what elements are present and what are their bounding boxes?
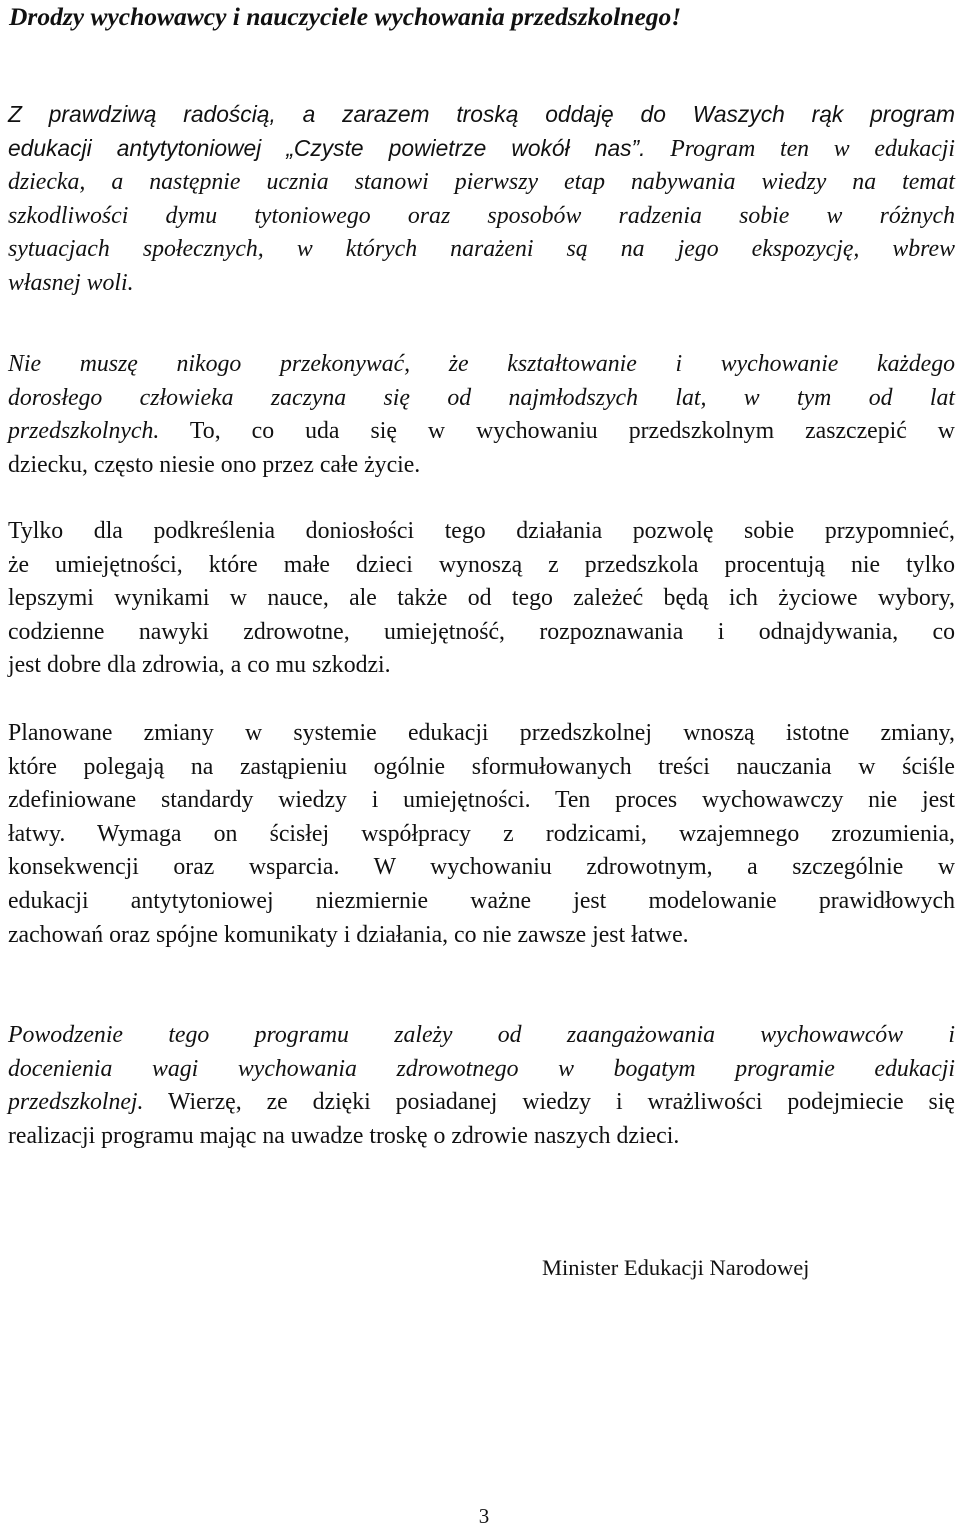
paragraph-line: dorosłego człowieka zaczyna się od najmłodszych lat, w tym od lat (8, 384, 955, 411)
paragraph-line: szkodliwości dymu tytoniowego oraz sposobów radzenia sobie w różnych (8, 202, 955, 229)
paragraph-line: Z prawdziwą radością, a zarazem troską oddaję do Waszych rąk program (8, 101, 955, 127)
line-segment-roman: To, co uda się w wychowaniu przedszkolnym zaszczepić w (159, 418, 955, 445)
paragraph-line: Nie muszę nikogo przekonywać, że kształtowanie i wychowanie każdego (8, 351, 955, 377)
paragraph-line: docenienia wagi wychowania zdrowotnego w bogatym programie edukacji (8, 1055, 955, 1082)
line-segment-roman: Wierzę, ze dzięki posiadanej wiedzy i wrażliwości podejmiecie się (143, 1089, 955, 1116)
paragraph-line: edukacji antytytoniowej niezmiernie ważne jest modelowanie prawidłowych (8, 887, 955, 914)
paragraph-1 (8, 98, 955, 301)
paragraph-line: które polegają na zastąpieniu ogólnie sformułowanych treści nauczania w ściśle (8, 753, 955, 780)
paragraph-line: Tylko dla podkreślenia doniosłości tego działania pozwolę sobie przypomnieć, (8, 518, 955, 544)
paragraph-4 (8, 717, 955, 952)
paragraph-line: Planowane zmiany w systemie edukacji przedszkolnej wnoszą istotne zmiany, (8, 720, 955, 746)
paragraph-line: codzienne nawyki zdrowotne, umiejętność, rozpoznawania i odnajdywania, co (8, 618, 955, 645)
line-segment-roman: Program ten w edukacji (645, 135, 955, 162)
line-segment-italic: edukacji antytytoniowej „Czyste powietrze wokół nas”. (8, 134, 646, 161)
paragraph-line (8, 415, 955, 449)
line-segment-italic: przedszkolnej. (8, 1089, 144, 1116)
paragraph-line: zachowań oraz spójne komunikaty i działania, co nie zawsze jest łatwe. (8, 921, 689, 948)
line-segment-italic: przedszkolnych. (8, 418, 160, 445)
signature: Minister Edukacji Narodowej (542, 1255, 810, 1280)
paragraph-5 (8, 1019, 955, 1153)
paragraph-line: realizacji programu mając na uwadze troskę o zdrowie naszych dzieci. (8, 1122, 680, 1149)
paragraph-line: że umiejętności, które małe dzieci wynoszą z przedszkola procentują nie tylko (8, 551, 955, 578)
page-number: 3 (478, 1504, 490, 1528)
paragraph-line: lepszymi wynikami w nauce, ale także od tego zależeć będą ich życiowe wybory, (8, 585, 955, 612)
paragraph-2 (8, 348, 955, 482)
paragraph-line (8, 132, 955, 167)
paragraph-line (8, 1086, 955, 1120)
paragraph-line: sytuacjach społecznych, w których narażeni są na jego ekspozycję, wbrew (8, 236, 955, 263)
paragraph-line: jest dobre dla zdrowia, a co mu szkodzi. (8, 652, 391, 679)
paragraph-line: zdefiniowane standardy wiedzy i umiejętności. Ten proces wychowawczy nie jest (8, 787, 955, 814)
paragraph-3 (8, 515, 955, 683)
paragraph-line: konsekwencji oraz wsparcia. W wychowaniu zdrowotnym, a szczególnie w (8, 854, 955, 881)
paragraph-line: dziecka, a następnie ucznia stanowi pierwszy etap nabywania wiedzy na temat (8, 169, 955, 196)
paragraph-line: własnej woli. (8, 269, 134, 296)
document-title: Drodzy wychowawcy i nauczyciele wychowania przedszkolnego! (9, 2, 682, 31)
paragraph-line: Powodzenie tego programu zależy od zaangażowania wychowawców i (8, 1022, 955, 1048)
paragraph-line: łatwy. Wymaga on ścisłej współpracy z rodzicami, wzajemnego zrozumienia, (8, 820, 955, 847)
paragraph-line: dziecku, często niesie ono przez całe życie. (8, 451, 421, 478)
